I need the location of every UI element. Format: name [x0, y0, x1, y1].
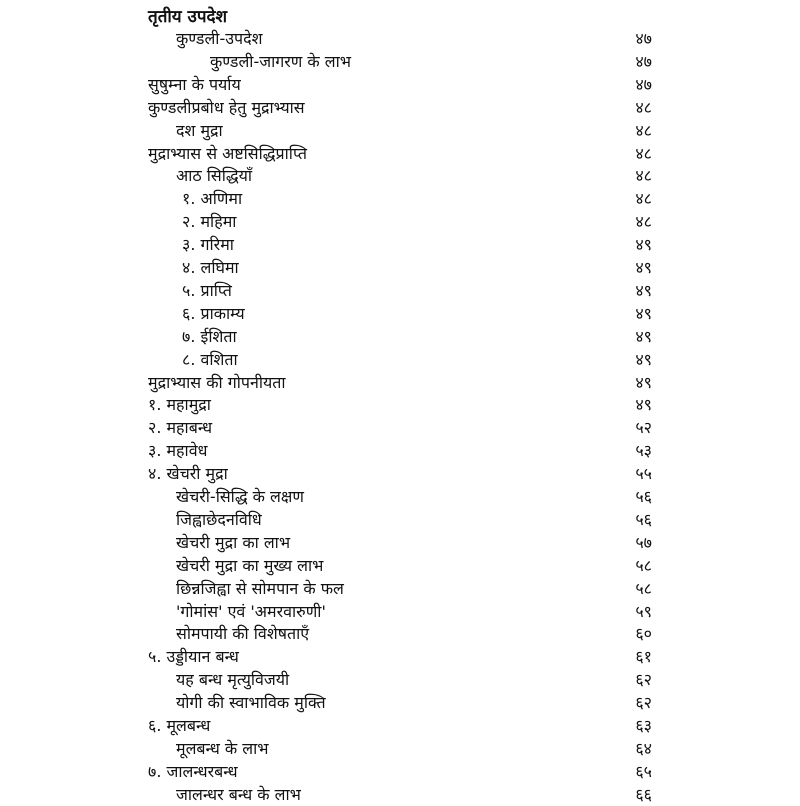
toc-page-number: ४८ — [635, 120, 652, 140]
toc-page-number: ६३ — [635, 716, 652, 735]
toc-page-number: ४९ — [635, 280, 652, 300]
toc-entry: मुद्राभ्यास की गोपनीयता — [148, 372, 286, 392]
toc-entry: कुण्डलीप्रबोध हेतु मुद्राभ्यास — [148, 97, 305, 117]
toc-entry: छिन्नजिह्वा से सोमपान के फल — [176, 578, 344, 598]
toc-page-number: ४८ — [635, 97, 652, 117]
toc-entry: दश मुद्रा — [176, 120, 223, 140]
toc-page-number: ६६ — [635, 784, 652, 804]
toc-entry: सोमपायी की विशेषताएँ — [176, 624, 310, 644]
toc-page-number: ४८ — [635, 189, 652, 209]
toc-page-number: ५६ — [635, 487, 652, 506]
toc-page-number: ५२ — [635, 418, 652, 438]
toc-page-number: ४८ — [635, 143, 652, 163]
toc-entry: मूलबन्ध के लाभ — [176, 738, 269, 758]
toc-entry: कुण्डली-उपदेश — [176, 29, 263, 48]
toc-page-number: ६० — [635, 624, 652, 644]
toc-page-number: ५७ — [635, 532, 652, 552]
toc-page-number: ६२ — [635, 693, 652, 713]
toc-entry: आठ सिद्धियाँ — [176, 166, 253, 186]
toc-entry: ७. जालन्धरबन्ध — [148, 761, 238, 781]
toc-entry: ४. लघिमा — [182, 258, 239, 277]
toc-page-number: ६५ — [635, 761, 652, 781]
toc-page-number: ४९ — [635, 372, 652, 392]
toc-entry: ५. प्राप्ति — [182, 280, 232, 300]
toc-page-number: ५६ — [635, 509, 652, 529]
toc-entry: ३. महावेध — [148, 441, 208, 461]
toc-entry: १. महामुद्रा — [148, 395, 211, 415]
toc-entry: ८. वशिता — [182, 349, 238, 369]
toc-entry: १. अणिमा — [182, 189, 243, 209]
toc-page-number: ५८ — [635, 555, 652, 575]
toc-page-number: ६२ — [635, 670, 652, 690]
toc-page-number: ४८ — [635, 166, 652, 186]
toc-page-number: ४९ — [635, 235, 652, 255]
toc-entry: जालन्धर बन्ध के लाभ — [176, 784, 301, 804]
toc-entry: ६. मूलबन्ध — [148, 716, 211, 735]
toc-entry: कुण्डली-जागरण के लाभ — [210, 51, 352, 71]
toc-entry: जिह्वाछेदनविधि — [176, 509, 262, 529]
toc-entry: ७. ईशिता — [182, 326, 237, 346]
toc-page-number: ४७ — [635, 74, 652, 94]
toc-entry: 'गोमांस' एवं 'अमरवारुणी' — [176, 601, 326, 621]
toc-page-number: ५९ — [635, 601, 652, 621]
toc-page-number: ४९ — [635, 258, 652, 277]
toc-entry: ६. प्राकाम्य — [182, 303, 245, 323]
toc-page-number: ४८ — [635, 212, 652, 232]
toc-entry: योगी की स्वाभाविक मुक्ति — [176, 693, 326, 713]
section-title: तृतीय उपदेश — [148, 7, 228, 27]
toc-entry: खेचरी-सिद्धि के लक्षण — [176, 487, 304, 506]
toc-entry: खेचरी मुद्रा का मुख्य लाभ — [176, 555, 324, 575]
toc-page-number: ५३ — [635, 441, 652, 461]
toc-entry: खेचरी मुद्रा का लाभ — [176, 532, 291, 552]
toc-entry: २. महिमा — [182, 212, 237, 232]
toc-entry: यह बन्ध मृत्युविजयी — [176, 670, 290, 690]
toc-page-number: ५५ — [635, 464, 652, 484]
toc-entry: ४. खेचरी मुद्रा — [148, 464, 228, 484]
toc-page-number: ४९ — [635, 326, 652, 346]
toc-entry: ५. उड्डीयान बन्ध — [148, 647, 239, 667]
toc-entry: मुद्राभ्यास से अष्टसिद्धिप्राप्ति — [148, 143, 307, 163]
toc-page-number: ४९ — [635, 303, 652, 323]
toc-page-number: ४७ — [635, 51, 652, 71]
toc-entry: २. महाबन्ध — [148, 418, 213, 438]
toc-page-number: ४९ — [635, 395, 652, 415]
toc-page-number: ६१ — [635, 647, 652, 667]
toc-entry: सुषुम्ना के पर्याय — [148, 74, 241, 94]
toc-page-number: ४९ — [635, 349, 652, 369]
toc-entry: ३. गरिमा — [182, 235, 234, 255]
toc-page-number: ५८ — [635, 578, 652, 598]
toc-page-number: ४७ — [635, 29, 652, 48]
toc-page-number: ६४ — [635, 738, 652, 758]
